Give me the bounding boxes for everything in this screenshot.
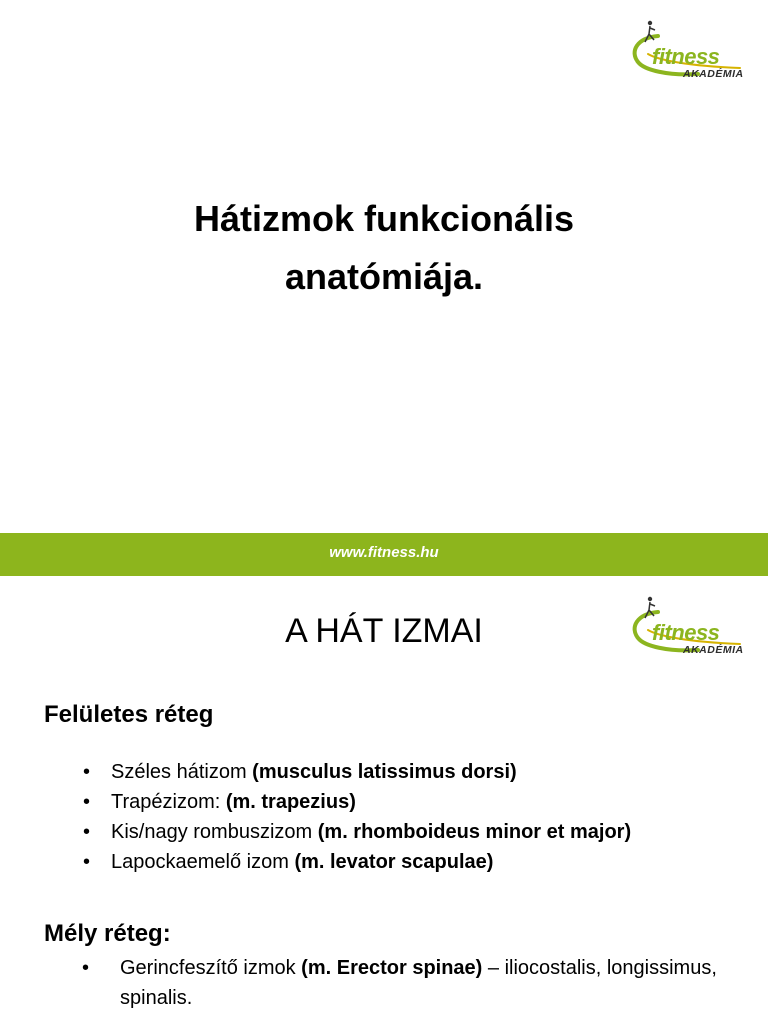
bullet-icon: •	[82, 957, 90, 979]
fitness-akademia-logo	[628, 18, 758, 84]
slide-title	[0, 190, 768, 306]
footer-bar	[0, 533, 768, 576]
item-latin: (m. levator scapulae)	[294, 851, 494, 873]
list-item	[83, 787, 631, 817]
logo-brand-text: fitness	[652, 620, 720, 645]
content-slide	[0, 576, 768, 1024]
item-latin: (m. rhomboideus minor et major)	[317, 821, 632, 843]
slide-title: A HÁT IZMAI	[285, 612, 483, 650]
deep-muscle-list	[82, 953, 740, 1013]
item-text: Lapockaemelő izom	[111, 851, 295, 873]
bullet-icon: •	[83, 791, 91, 813]
logo-sub-text: AKADÉMIA	[683, 68, 744, 80]
footer-url[interactable]: www.fitness.hu	[329, 544, 439, 561]
item-latin: (m. trapezius)	[225, 791, 356, 813]
section-heading-superficial: Felületes réteg	[44, 701, 214, 728]
item-detail: – iliocostalis, longissimus, spinalis.	[120, 957, 717, 1009]
title-line-1: Hátizmok funkcionális	[193, 198, 575, 239]
item-text: Kis/nagy rombuszizom	[111, 821, 318, 843]
bullet-icon: •	[83, 851, 91, 873]
item-text: Széles hátizom	[111, 761, 253, 783]
bullet-icon: •	[83, 821, 91, 843]
item-text: Gerincfeszítő izmok	[120, 957, 302, 979]
logo-sub-text: AKADÉMIA	[683, 644, 744, 656]
logo-brand-text: fitness	[652, 44, 720, 69]
bullet-icon: •	[83, 761, 91, 783]
item-latin: (musculus latissimus dorsi)	[252, 761, 517, 783]
item-text: Trapézizom:	[111, 791, 226, 813]
list-item	[82, 953, 740, 1013]
item-latin: (m. Erector spinae)	[301, 957, 483, 979]
list-item	[83, 847, 631, 877]
list-item	[83, 817, 632, 847]
section-heading-deep: Mély réteg:	[44, 920, 171, 947]
superficial-muscle-list	[83, 757, 632, 877]
list-item	[83, 757, 631, 787]
title-line-2: anatómiája.	[284, 256, 484, 297]
